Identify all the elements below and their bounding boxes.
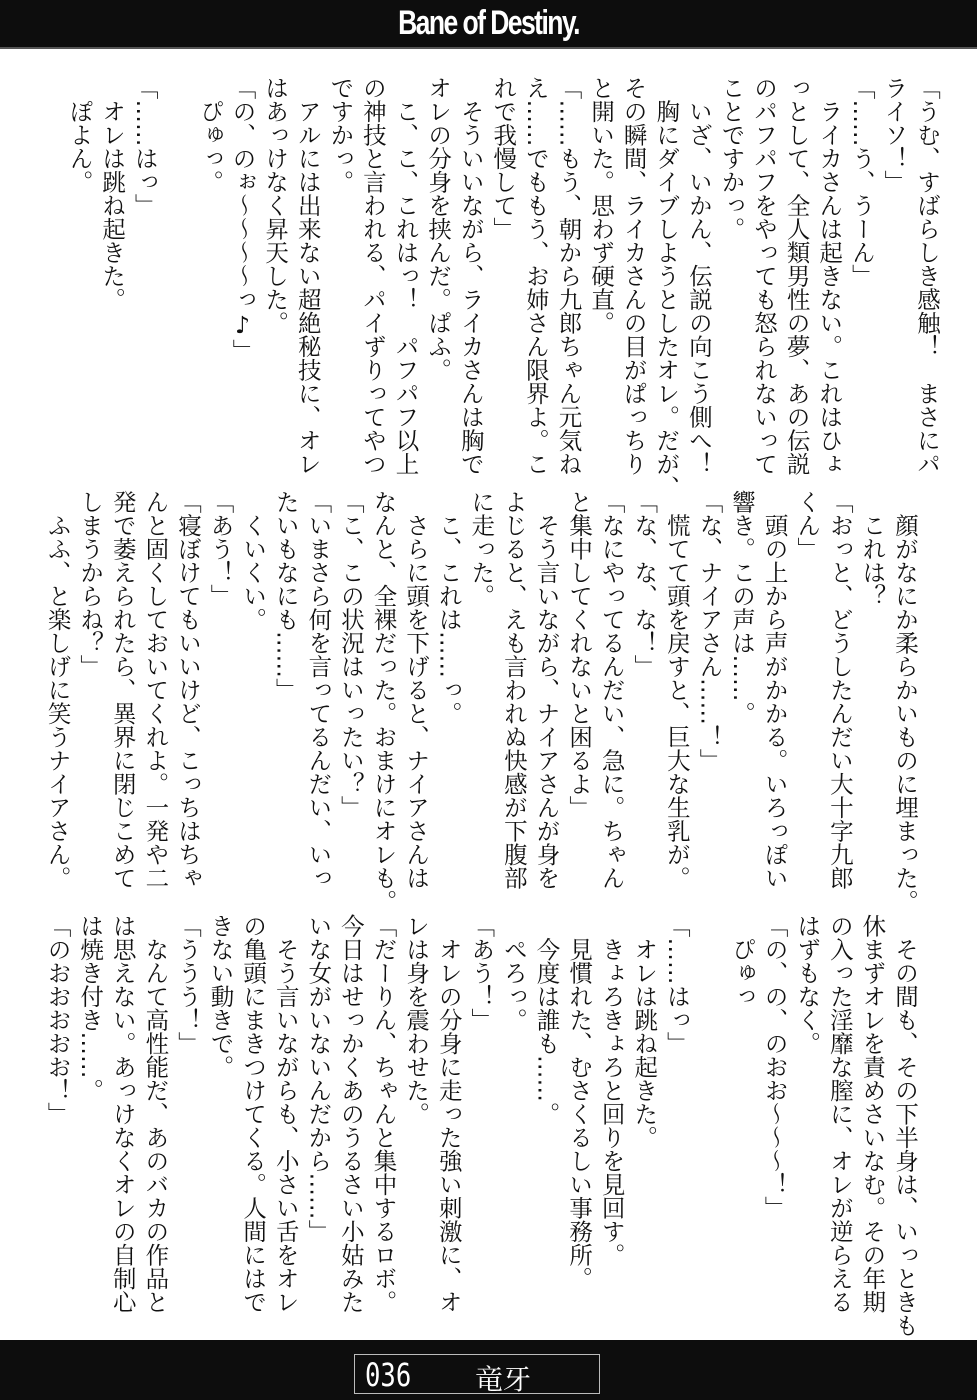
text-column: の神技と言われる、パイずりってやつ xyxy=(358,76,387,476)
text-column: 「……はっ」 xyxy=(662,914,691,1055)
text-column: ことですかっ。 xyxy=(717,76,746,241)
text-block-bottom xyxy=(41,914,921,1337)
text-column: 「寝ぼけてもいいけど、こっちはちゃ xyxy=(173,490,202,890)
text-column: ライソ！」 xyxy=(880,76,909,194)
text-column: ぺろっ。 xyxy=(499,914,528,1032)
text-column: 「……はっ」 xyxy=(130,76,159,217)
text-column: と集中してくれないと困るよ」 xyxy=(565,490,594,819)
text-column: と開いた。思わず硬直。 xyxy=(587,76,616,335)
text-column: これは？ xyxy=(858,490,887,608)
text-column: その瞬間、ライカさんの目がぱっちり xyxy=(619,76,648,476)
text-column: くん」 xyxy=(793,490,822,561)
text-column: れで我慢して」 xyxy=(489,76,518,241)
text-column: は焼き付き……。 xyxy=(76,914,105,1102)
text-column: ライカさんは起きない。これはひょ xyxy=(815,76,844,476)
text-column: そう言いながらも、小さい舌をオレ xyxy=(271,914,300,1314)
text-column: アルには出来ない超絶秘技に、オレ xyxy=(293,76,322,476)
text-column: 「おっと、どうしたんだい大十字九郎 xyxy=(825,490,854,890)
footer-bar xyxy=(0,1340,977,1400)
text-column: 頭の上から声がかかる。いろっぽい xyxy=(760,490,789,890)
text-column: え……でももう、お姉さん限界よ。こ xyxy=(521,76,550,476)
text-column: に走った。 xyxy=(467,490,496,608)
text-column: きょろきょろと回りを見回す。 xyxy=(597,914,626,1267)
text-column: 「の、の、のおお〜〜〜！」 xyxy=(760,914,789,1220)
page-number: 036 xyxy=(365,1356,412,1394)
text-column: ぴゅっ。 xyxy=(195,76,224,194)
text-column: 「……う、うーん」 xyxy=(847,76,876,288)
text-column: 「な、ナイアさん……！」 xyxy=(695,490,724,772)
author-name: 竜牙 xyxy=(475,1363,532,1396)
text-column: ですかっ。 xyxy=(326,76,355,194)
text-column: の亀頭にまきつけてくる。人間にはで xyxy=(239,914,268,1314)
text-column: 「いまさら何を言ってるんだい、いっ xyxy=(304,490,333,890)
text-block-top xyxy=(63,76,943,499)
text-column: 見慣れた、むさくるしい事務所。 xyxy=(565,914,594,1290)
text-column: っとして、全人類男性の夢、あの伝説 xyxy=(782,76,811,476)
text-column: オレは跳ね起きた。 xyxy=(630,914,659,1149)
text-column: ふふ、と楽しげに笑うナイアさん。 xyxy=(43,490,72,890)
text-column: その間も、その下半身は、いっときも xyxy=(891,914,919,1337)
book-title: Bane of Destiny. xyxy=(398,4,579,42)
text-column: そう言いながら、ナイアさんが身を xyxy=(532,490,561,890)
text-column: きない動きで。 xyxy=(206,914,235,1079)
text-column: よじると、えも言われぬ快感が下腹部 xyxy=(499,490,528,890)
text-column: のパフパフをやっても怒られないって xyxy=(750,76,779,476)
text-column: はあっけなく昇天した。 xyxy=(261,76,290,335)
text-column: 今日はせっかくあのうるさい小姑みた xyxy=(336,914,365,1314)
text-column: 発で萎えられたら、異界に閉じこめて xyxy=(108,490,137,890)
text-column: 響き。この声は……。 xyxy=(728,490,757,725)
text-column: 「……もう、朝から九郎ちゃん元気ね xyxy=(554,76,583,476)
text-column: 顔がなにか柔らかいものに埋まった。 xyxy=(891,490,919,913)
text-column: 「なにやってるんだい、急に。ちゃん xyxy=(597,490,626,890)
text-column xyxy=(693,914,726,1334)
text-column: くいくい。 xyxy=(239,490,268,631)
text-column: なんと、全裸だった。おまけにオレも。 xyxy=(369,490,398,913)
text-column: 休まずオレを責めさいなむ。その年期 xyxy=(858,914,887,1314)
text-column: オレは跳ね起きた。 xyxy=(98,76,127,311)
text-column: 「だーりん、ちゃんと集中するロボ。 xyxy=(369,914,398,1314)
text-column: 「ううう！」 xyxy=(173,914,202,1055)
text-column: さらに頭を下げると、ナイアさんは xyxy=(402,490,431,890)
text-column: こ、これは……っ。 xyxy=(434,490,463,725)
text-column: 「こ、この状況はいったい？」 xyxy=(336,490,365,819)
text-column: たいもなにも……」 xyxy=(271,490,300,702)
text-column: 「のおおおおお！」 xyxy=(43,914,72,1126)
text-column xyxy=(161,76,194,496)
text-column: オレの分身を挟んだ。ぱふ。 xyxy=(424,76,453,382)
text-column: こ、こ、これはっ！ パフパフ以上 xyxy=(391,76,420,476)
text-column: は思えない。あっけなくオレの自制心 xyxy=(108,914,137,1314)
text-column: 「の、のぉ〜〜〜〜っ♪」 xyxy=(228,76,257,363)
text-column: いざ、いかん、伝説の向こう側へ！ xyxy=(684,76,713,476)
header-bar xyxy=(0,0,977,49)
text-column: 「あう！」 xyxy=(467,914,496,1032)
text-column: んと固くしておいてくれよ。一発や二 xyxy=(141,490,170,890)
text-column: はずもなく。 xyxy=(793,914,822,1055)
text-column: しまうからね？」 xyxy=(76,490,105,678)
text-column: 今度は誰も……。 xyxy=(532,914,561,1126)
page-label-box xyxy=(354,1354,600,1394)
text-column: 「うむ、すばらしき感触！ まさにパ xyxy=(913,76,941,476)
text-column: の入った淫靡な膣に、オレが逆らえる xyxy=(825,914,854,1314)
text-column: 「あう！」 xyxy=(206,490,235,608)
text-column: なんて高性能だ、あのバカの作品と xyxy=(141,914,170,1314)
text-column: ぴゅっ xyxy=(728,914,757,1008)
text-column: オレの分身に走った強い刺激に、オ xyxy=(434,914,463,1314)
text-column: 胸にダイブしようとしたオレ。だが、 xyxy=(652,76,681,499)
text-column: いな女がいないんだから……」 xyxy=(304,914,333,1243)
text-column: そういいながら、ライカさんは胸で xyxy=(456,76,485,476)
text-column: レは身を震わせた。 xyxy=(402,914,431,1126)
text-column: 慌てて頭を戻すと、巨大な生乳が。 xyxy=(662,490,691,890)
text-column: ぽよん。 xyxy=(65,76,94,194)
text-block-middle xyxy=(41,490,921,913)
text-column: 「な、な、な！」 xyxy=(630,490,659,678)
